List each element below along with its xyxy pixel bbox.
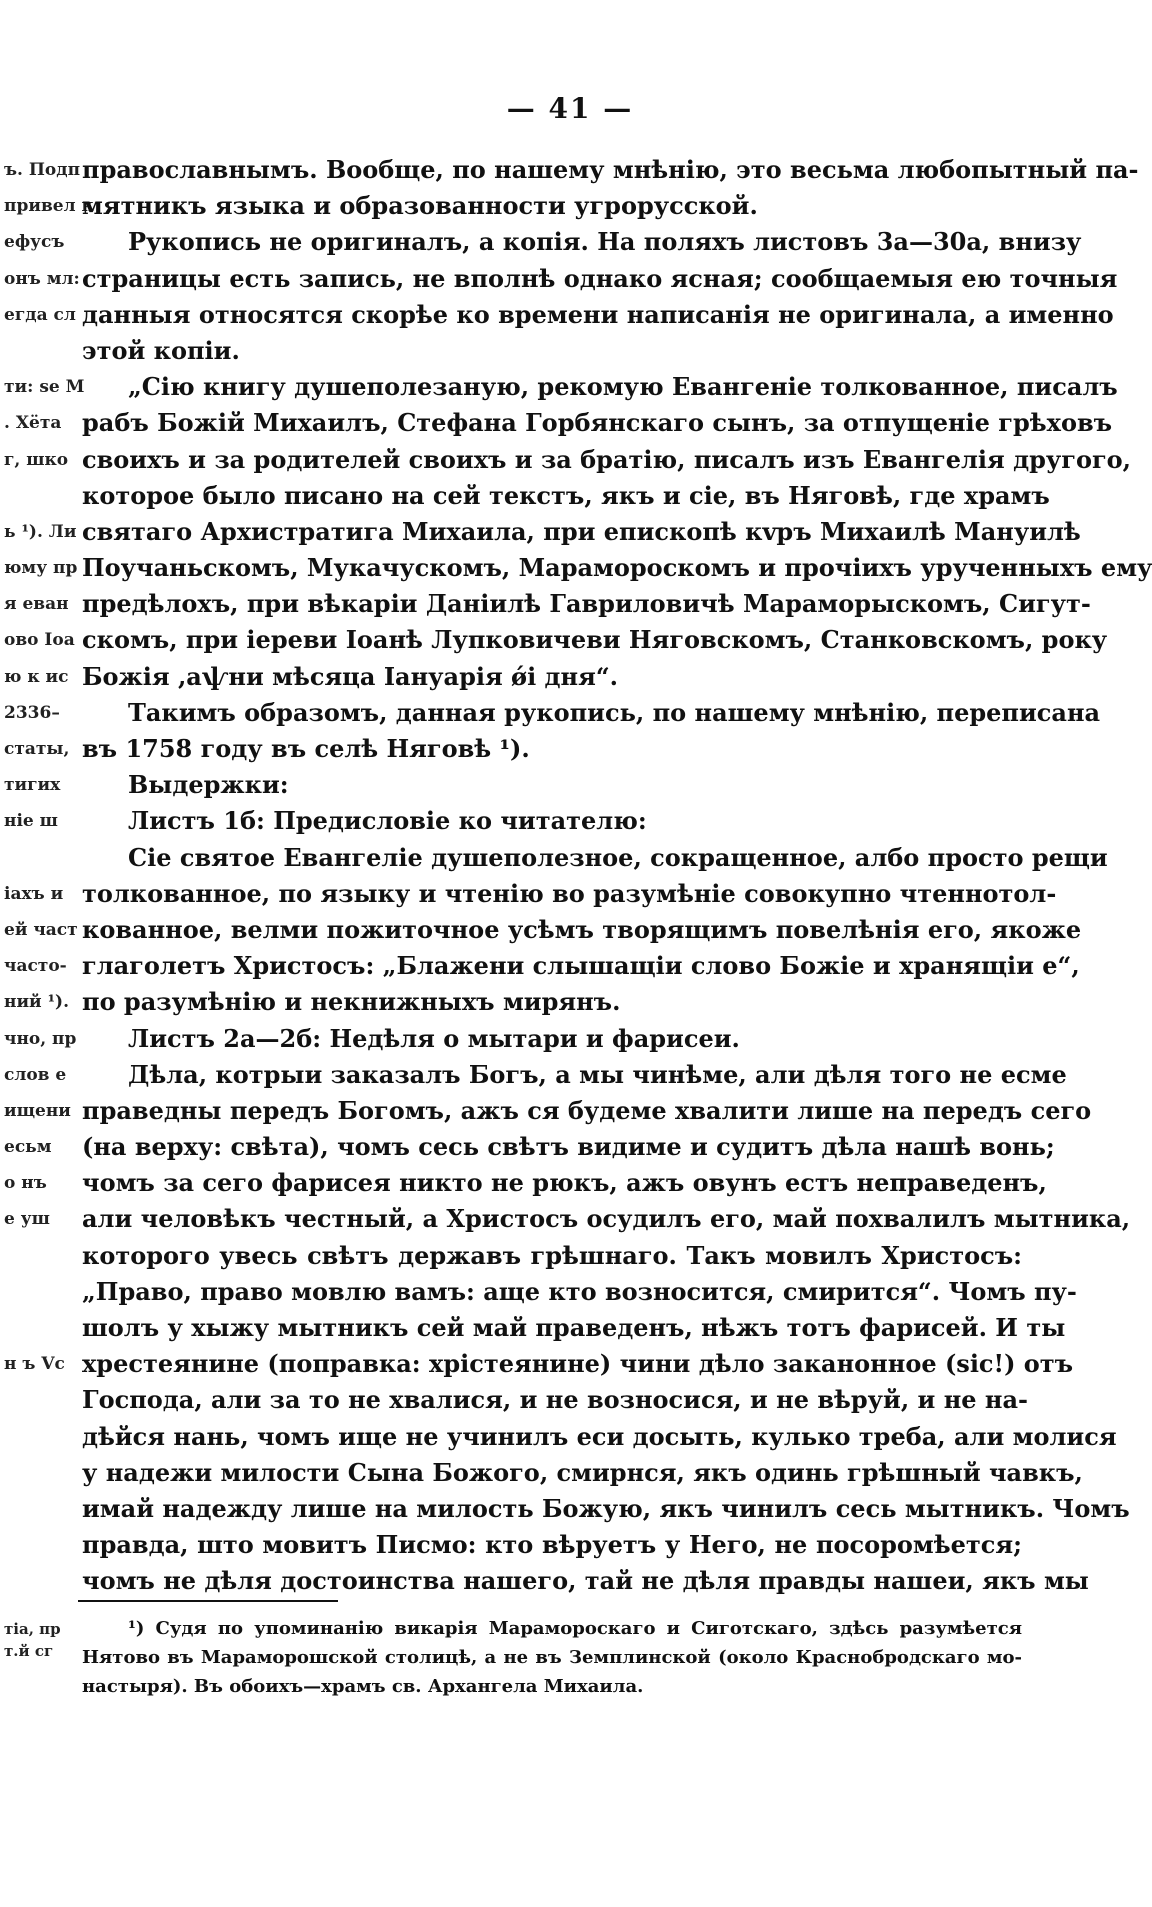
text-line: глаголетъ Христосъ: „Блажени слышащіи слово Божіе и хранящіи е“, bbox=[82, 951, 1080, 981]
margin-fragment bbox=[4, 478, 78, 514]
text-line: рабъ Божій Михаилъ, Стефана Горбянскаго сынъ, за отпущеніе грѣховъ bbox=[82, 408, 1113, 438]
margin-fragment: егда сл bbox=[4, 304, 76, 325]
footnote-margin-fragments bbox=[4, 1618, 74, 1662]
text-line: правда, што мовитъ Писмо: кто вѣруетъ у Него, не посоромѣется; bbox=[82, 1530, 1022, 1560]
margin-fragment: ю к ис bbox=[4, 666, 69, 687]
text-line: имай надежду лише на милость Божую, якъ чинилъ сесь мытникъ. Чомъ bbox=[82, 1493, 1130, 1523]
margin-fragment: слов е bbox=[4, 1064, 67, 1085]
text-line: страницы есть запись, не вполнѣ однако ясная; сообщаемыя ею точныя bbox=[82, 263, 1118, 293]
margin-fragment: о нъ bbox=[4, 1173, 47, 1194]
text-line: скомъ, при іереви Іоанѣ Лупковичеви Няговскомъ, Станковскомъ, року bbox=[82, 625, 1108, 655]
margin-fragment: т.й сг bbox=[4, 1642, 54, 1660]
text-line: этой копіи. bbox=[82, 335, 240, 365]
text-line: Господа, али за то не хвалися, и не возносися, и не вѣруй, и не на- bbox=[82, 1385, 1028, 1415]
text-line: шолъ у хыжу мытникъ сей май праведенъ, нѣжъ тотъ фарисей. И ты bbox=[82, 1313, 1066, 1342]
text-line: которое было писано на сей текстъ, якъ и сіе, въ Няговѣ, где храмъ bbox=[82, 480, 1050, 510]
footnote-block bbox=[82, 1614, 1022, 1701]
text-line: праведны передъ Богомъ, ажъ ся будеме хвалити лише на передъ сего bbox=[82, 1095, 1092, 1125]
margin-fragment: ніе ш bbox=[4, 811, 58, 832]
margin-fragment: ь ¹). Ли bbox=[4, 521, 77, 542]
page-number: — 41 — bbox=[506, 92, 634, 125]
margin-fragment: ний ¹). bbox=[4, 992, 69, 1013]
margin-fragment: н ъ Vc bbox=[4, 1354, 65, 1375]
text-line: чомъ не дѣля достоинства нашего, тай не дѣля правды нашеи, якъ мы bbox=[82, 1566, 1089, 1596]
margin-fragment: ъ. Подп bbox=[4, 160, 81, 180]
text-line: которого увесь свѣтъ державъ грѣшнаго. Такъ мовилъ Христосъ: bbox=[82, 1240, 1022, 1270]
text-line: хрестеянине (поправка: хрістеянине) чини дѣло заканонное (sic!) отъ bbox=[82, 1349, 1074, 1379]
margin-fragment: іахъ и bbox=[4, 883, 64, 904]
text-line: по разумѣнію и некнижныхъ мирянъ. bbox=[82, 987, 621, 1017]
margin-fragment: ефусъ bbox=[4, 232, 65, 253]
text-line: святаго Архистратига Михаила, при епископѣ кvръ Михаилѣ Мануилѣ bbox=[82, 516, 1081, 546]
footnote-line: Нятово въ Мараморошской столицѣ, а не въ Земплинской (около Краснобродскаго мо- bbox=[82, 1647, 1022, 1668]
text-line: данныя относятся скорѣе ко времени написанія не оригинала, а именно bbox=[82, 299, 1114, 329]
margin-fragment bbox=[4, 1274, 78, 1310]
margin-fragment: тигих bbox=[4, 775, 61, 796]
text-line: (на верху: свѣта), чомъ сесь свѣтъ видиме и судитъ дѣла нашѣ вонь; bbox=[82, 1132, 1055, 1162]
text-line: Рукопись не оригиналъ, а копія. На поляхъ листовъ 3а—30а, внизу bbox=[128, 227, 1082, 257]
margin-fragment bbox=[4, 1238, 78, 1274]
footnote-line: настыря). Въ обоихъ—храмъ св. Архангела Михаила. bbox=[82, 1676, 644, 1697]
text-line: Листъ 2а—2б: Недѣля о мытари и фарисеи. bbox=[128, 1023, 740, 1053]
margin-fragment: тіа, пр bbox=[4, 1620, 61, 1638]
text-line: Дѣла, котрыи заказалъ Богъ, а мы чинѣме, али дѣля того не есме bbox=[128, 1059, 1067, 1089]
text-line: али человѣкъ честный, а Христосъ осудилъ его, май похвалилъ мытника, bbox=[82, 1204, 1131, 1234]
margin-fragment: есьм bbox=[4, 1137, 52, 1158]
margin-fragment: статы, bbox=[4, 739, 70, 759]
text-line: Выдержки: bbox=[128, 770, 289, 800]
text-line: чомъ за сего фарисея никто не рюкъ, ажъ овунъ естъ неправеденъ, bbox=[82, 1168, 1047, 1198]
text-line: у надежи милости Сына Божого, смирнся, якъ одинь грѣшный чавкъ, bbox=[82, 1457, 1083, 1487]
text-line: въ 1758 году въ селѣ Няговѣ ¹). bbox=[82, 734, 530, 763]
margin-fragment bbox=[4, 840, 78, 876]
text-line: Сіе святое Евангеліе душеполезное, сокращенное, албо просто рещи bbox=[128, 842, 1108, 872]
margin-fragment bbox=[4, 1310, 78, 1346]
margin-fragment bbox=[4, 333, 78, 369]
text-line: „Сію книгу душеполезаную, рекомую Евангеніе толкованное, писалъ bbox=[128, 372, 1118, 402]
text-line: толкованное, по языку и чтенію во разумѣніе совокупно чтеннотол- bbox=[82, 878, 1057, 908]
footnote-divider bbox=[78, 1600, 338, 1602]
text-line: „Право, право мовлю вамъ: аще кто возносится, смирится“. Чомъ пу- bbox=[82, 1276, 1077, 1306]
text-line: дѣйся нань, чомъ ище не учинилъ еси досыть, кулько треба, али молися bbox=[82, 1421, 1117, 1451]
text-line: Божія ,аѱни мѣсяца Іануарія ǿі дня“. bbox=[82, 661, 618, 691]
text-line: Такимъ образомъ, данная рукопись, по нашему мнѣнію, переписана bbox=[128, 697, 1101, 727]
left-margin-fragments bbox=[4, 152, 94, 1382]
margin-fragment: . Хёта bbox=[4, 413, 62, 434]
margin-fragment: ти: se М bbox=[4, 377, 85, 398]
text-line: предѣлохъ, при вѣкаріи Даніилѣ Гавриловичѣ Мараморыскомъ, Сигут- bbox=[82, 589, 1091, 619]
margin-fragment: ей част bbox=[4, 919, 78, 940]
margin-fragment: 2336– bbox=[4, 702, 60, 723]
margin-fragment: я еван bbox=[4, 594, 69, 615]
margin-fragment: привел к bbox=[4, 196, 94, 217]
footnote-line: ¹) Судя по упоминанію викарія Марамороскаго и Сиготскаго, здѣсь разумѣется bbox=[128, 1618, 1022, 1639]
text-line: мятникъ языка и образованности угрорусской. bbox=[82, 191, 758, 221]
margin-fragment: онъ мл: bbox=[4, 268, 80, 289]
text-line: православнымъ. Вообще, по нашему мнѣнію, это весьма любопытный па- bbox=[82, 155, 1139, 184]
margin-fragment: часто- bbox=[4, 956, 67, 977]
main-text-body bbox=[82, 152, 1152, 1600]
text-line: кованное, велми пожиточное усѣмъ творящимъ повелѣнія его, якоже bbox=[82, 914, 1082, 944]
margin-fragment: ищени bbox=[4, 1100, 71, 1121]
margin-fragment: г, шко bbox=[4, 449, 69, 470]
margin-fragment: юму пр bbox=[4, 558, 78, 579]
text-line: своихъ и за родителей своихъ и за братію, писалъ изъ Евангелія другого, bbox=[82, 444, 1132, 474]
margin-fragment: ово Іоа bbox=[4, 630, 75, 651]
text-line: Листъ 1б: Предисловіе ко читателю: bbox=[128, 806, 647, 836]
margin-fragment: е уш bbox=[4, 1209, 50, 1230]
margin-fragment: чно, пр bbox=[4, 1028, 77, 1049]
text-line: Поучаньскомъ, Мукачускомъ, Марамороскомъ и прочіихъ урученныхъ ему bbox=[82, 553, 1152, 583]
